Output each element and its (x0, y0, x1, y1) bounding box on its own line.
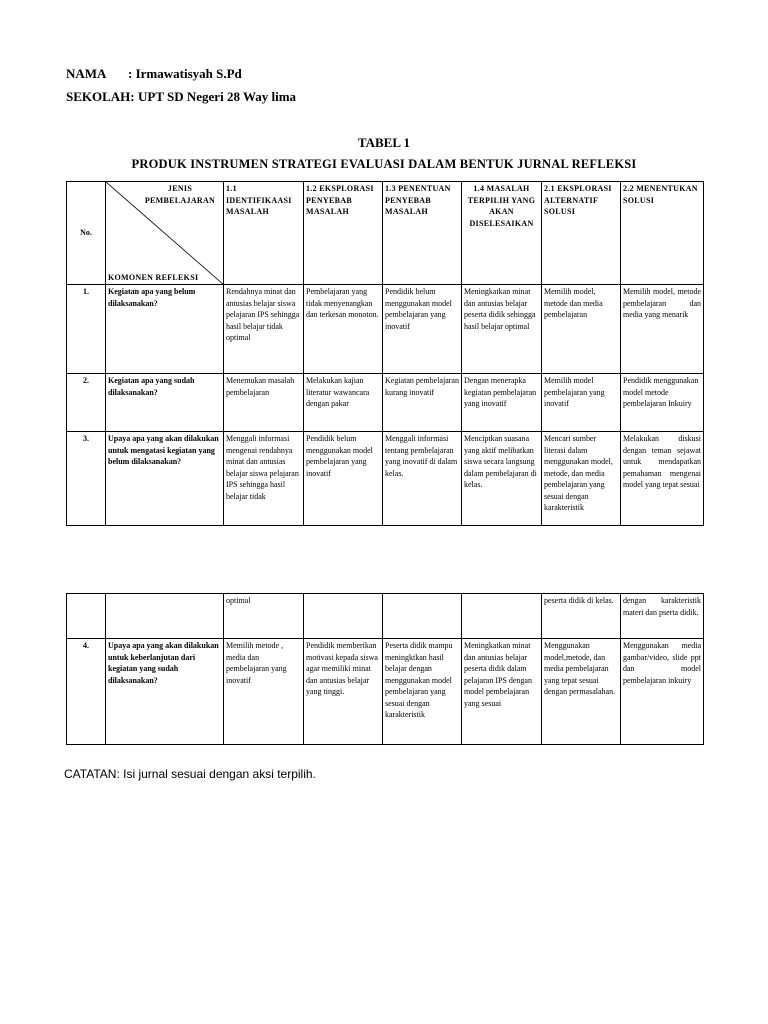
table-cell (383, 594, 462, 639)
table-cell: Pendidik belum menggunakan model pembelajaran yang inovatif (383, 285, 462, 374)
table-cell (67, 594, 106, 639)
table-cell: Memilih model pembelajaran yang inovatif (542, 374, 621, 432)
table-cell: Memilih metode , media dan pembelajaran yang inovatif (224, 639, 304, 745)
table-cell: Menggali informasi tentang pembelajaran yang inovatif di dalam kelas. (383, 432, 462, 526)
col-header-4: 1.4 MASALAH TERPILIH YANG AKAN DISELESAIKAN (462, 182, 542, 285)
diagonal-header-cell (106, 182, 224, 285)
sekolah-label: SEKOLAH: (66, 89, 135, 104)
table-cell: dengan karakteristik materi dan pserta didik. (621, 594, 704, 639)
catatan-note: CATATAN: Isi jurnal sesuai dengan aksi terpilih. (64, 767, 316, 781)
row-number: 4. (67, 639, 106, 745)
table-cell: Pendidik belum menggunakan model pembelajaran yang inovatif (304, 432, 383, 526)
table-cell: Pembelajaran yang tidak menyenangkan dan terkesan monoton. (304, 285, 383, 374)
header-row (67, 182, 704, 285)
table-cell: Menggunakan media gambar/video, slide ppt dan model pembelajaran inkuiry (621, 639, 704, 745)
row-number: 1. (67, 285, 106, 374)
nama-value: : Irmawatisyah S.Pd (128, 66, 242, 81)
journal-table-part1 (66, 181, 704, 526)
row-question: Kegiatan apa yang belum dilaksanakan? (106, 285, 224, 374)
table-row (67, 639, 704, 745)
table-cell: Meningkatkan minat dan antusias belajar peserta didik dalam pelajaran IPS dengan model pembelajaran yang sesuai (462, 639, 542, 745)
col-header-2: 1.2 EKSPLORASI PENYEBAB MASALAH (304, 182, 383, 285)
table-row (67, 285, 704, 374)
table-cell: Dengan menerapka kegiatan pembelajaran yang inovatif (462, 374, 542, 432)
table-cell: Menggali informasi mengenai rendahnya minat dan antusias belajar siswa pelajaran IPS sehingga hasil belajar tidak (224, 432, 304, 526)
row-number: 3. (67, 432, 106, 526)
table-cell: Mencari sumber literasi dalam menggunakan model, metode, dan media pembelajaran yang sesuai dengan karakteristik (542, 432, 621, 526)
row-number: 2. (67, 374, 106, 432)
table-row (67, 374, 704, 432)
table-cell: peserta didik di kelas. (542, 594, 621, 639)
col-header-1: 1.1 IDENTIFIKAASI MASALAH (224, 182, 304, 285)
table-cell: Pendidik menggunakan model metode pembelajaran Inkuiry (621, 374, 704, 432)
diag-top-label: JENIS PEMBELAJARAN (144, 184, 216, 205)
journal-table-part2 (66, 593, 704, 745)
table-cell: optimal (224, 594, 304, 639)
continuation-row (67, 594, 704, 639)
col-header-3: 1.3 PENENTUAN PENYEBAB MASALAH (383, 182, 462, 285)
table-cell: Rendahnya minat dan antusias belajar siswa pelajaran IPS sehingga hasil belajar tidak optimal (224, 285, 304, 374)
row-question: Upaya apa yang akan dilakukan untuk keberlanjutan dari kegiatan yang sudah dilaksanakan? (106, 639, 224, 745)
table-cell: Peserta didik mampu meningktkan hasil belajar dengan menggunakan model pembelajaran yang sesuai dengan karakteristik (383, 639, 462, 745)
table-cell: Memilih model, metode pembelajaran dan media yang menarik (621, 285, 704, 374)
row-question: Kegiatan apa yang sudah dilaksanakan? (106, 374, 224, 432)
table-cell: Kegiatan pembelajaran kurang inovatif (383, 374, 462, 432)
table-cell (304, 594, 383, 639)
table-cell: Menemukan masalah pembelajaran (224, 374, 304, 432)
table-cell: Memilih model, metode dan media pembelajaran (542, 285, 621, 374)
table-cell: Melakukan kajian literatur wawancara dengan pakar (304, 374, 383, 432)
no-header: No. (67, 182, 106, 285)
table-cell: Menggunakan model,metode, dan media pembelajaran yang tepat sesuai dengan permasalahan. (542, 639, 621, 745)
table-title: PRODUK INSTRUMEN STRATEGI EVALUASI DALAM BENTUK JURNAL REFLEKSI (131, 157, 637, 171)
nama-label: NAMA (66, 66, 107, 81)
table-number: TABEL 1 (357, 135, 411, 150)
col-header-6: 2.2 MENENTUKAN SOLUSI (621, 182, 704, 285)
table-cell (106, 594, 224, 639)
table-row (67, 432, 704, 526)
table-cell: Melakukan diskusi dengan teman sejawat untuk mendapatkan pemahaman mengenai model yang tepat sesuai (621, 432, 704, 526)
table-cell: Menciptkan suasana yang aktif melibatkan siswa secara langsung dalam pembelajaran di kelas. (462, 432, 542, 526)
row-question: Upaya apa yang akan dilakukan untuk mengatasi kegiatan yang belum dilaksanakan? (106, 432, 224, 526)
table-cell (462, 594, 542, 639)
table-cell: Pendidik memberikan motivasi kepada siswa agar memiliki minat dan antusias belajar yang tinggi. (304, 639, 383, 745)
table-cell: Meningkatkan minat dan antusias belajar peserta didik sehingga hasil belajar optimal (462, 285, 542, 374)
sekolah-value: UPT SD Negeri 28 Way lima (138, 89, 297, 104)
col-header-5: 2.1 EKSPLORASI ALTERNATIF SOLUSI (542, 182, 621, 285)
diag-bottom-label: KOMONEN REFLEKSI (108, 273, 199, 282)
